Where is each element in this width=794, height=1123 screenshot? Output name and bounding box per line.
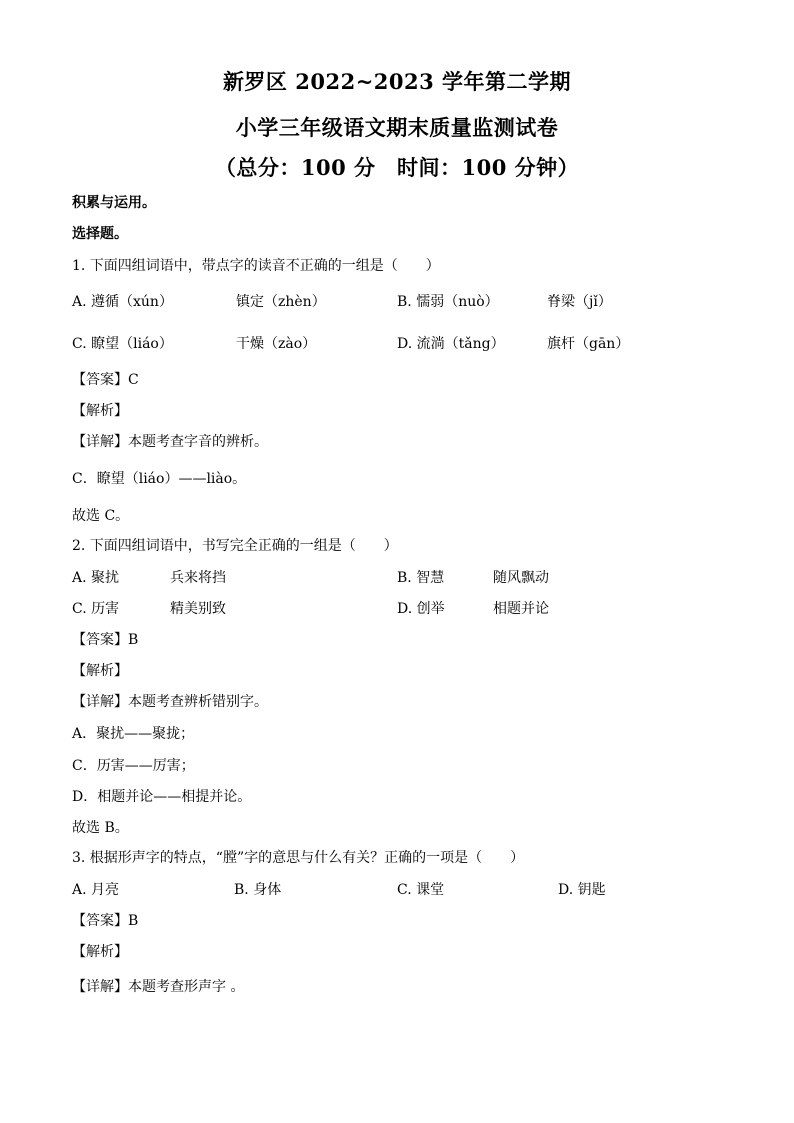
q1-option-c2: 干燥（zào）	[236, 336, 317, 352]
exam-title-line2: 小学三年级语文期末质量监测试卷	[235, 115, 559, 140]
q2-option-a1: A. 聚扰	[72, 570, 120, 586]
q3-option-d: D. 钥匙	[558, 882, 606, 898]
q2-explanation-line2: C．历害——厉害；	[72, 758, 195, 774]
q2-detail: 【详解】本题考查辨析错别字。	[72, 694, 268, 710]
q2-option-c2: 精美别致	[170, 601, 226, 617]
q3-option-b: B. 身体	[234, 882, 282, 898]
q2-conclusion: 故选 B。	[72, 820, 129, 836]
q1-analysis: 【解析】	[72, 403, 128, 419]
q2-explanation-line1: A．聚扰——聚拢；	[72, 726, 195, 742]
q1-answer: 【答案】C	[72, 372, 139, 388]
q1-option-b2: 脊梁（jǐ）	[547, 294, 612, 310]
q1-option-d1: D. 流淌（tǎng）	[397, 336, 505, 352]
q1-option-a2: 镇定（zhèn）	[236, 294, 326, 310]
q2-option-d1: D. 创举	[397, 601, 445, 617]
q2-option-d2: 相题并论	[493, 601, 549, 617]
q2-option-b1: B. 智慧	[397, 570, 445, 586]
q1-option-a1: A. 遵循（xún）	[72, 294, 173, 310]
q1-option-d2: 旗杆（gān）	[547, 336, 630, 352]
exam-title-line3: （总分：100 分 时间：100 分钟）	[214, 155, 580, 180]
q3-option-c: C. 课堂	[397, 882, 445, 898]
q3-answer: 【答案】B	[72, 913, 139, 929]
q2-analysis: 【解析】	[72, 663, 128, 679]
section-heading-accumulation: 积累与运用。	[72, 195, 156, 211]
q2-option-a2: 兵来将挡	[170, 570, 226, 586]
q2-stem: 2. 下面四组词语中，书写完全正确的一组是（ ）	[72, 538, 398, 554]
section-heading-choice: 选择题。	[72, 226, 128, 242]
q1-option-b1: B. 懦弱（nuò）	[397, 294, 499, 310]
q1-conclusion: 故选 C。	[72, 508, 130, 524]
exam-title-line1: 新罗区 2022~2023 学年第二学期	[222, 69, 572, 94]
q2-option-b2: 随风飘动	[493, 570, 549, 586]
q1-explanation-line: C．瞭望（liáo）——liào。	[72, 471, 247, 487]
q1-stem: 1. 下面四组词语中，带点字的读音不正确的一组是（ ）	[72, 258, 440, 274]
q1-detail: 【详解】本题考查字音的辨析。	[72, 434, 268, 450]
q3-stem: 3. 根据形声字的特点，“膛”字的意思与什么有关？正确的一项是（ ）	[72, 850, 525, 866]
q3-option-a: A. 月亮	[72, 882, 120, 898]
q3-analysis: 【解析】	[72, 944, 128, 960]
q3-detail: 【详解】本题考查形声字 。	[72, 979, 245, 995]
q2-answer: 【答案】B	[72, 632, 139, 648]
q1-option-c1: C. 瞭望（liáo）	[72, 336, 173, 352]
q2-option-c1: C. 历害	[72, 601, 120, 617]
q2-explanation-line3: D．相题并论——相提并论。	[72, 789, 252, 805]
